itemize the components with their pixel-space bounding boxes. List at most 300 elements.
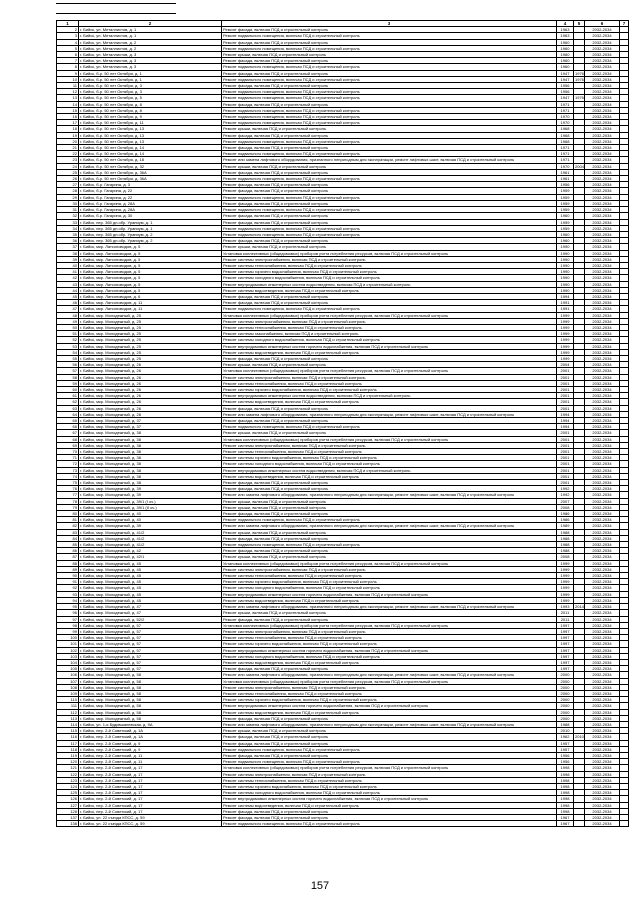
- work-type-cell: Ремонт подвального помещения, включая ПСД и строительный контроль: [222, 120, 557, 126]
- address-cell: г. Бийск, мкр. Латсоповодов, д. 11: [79, 306, 222, 312]
- row-number: 48: [57, 312, 79, 318]
- build-year-cell: 1956: [557, 182, 574, 188]
- row-number: 111: [57, 703, 79, 709]
- work-type-cell: Ремонт системы теплоснабжения, включая ПСД и строительный контроль: [222, 262, 557, 268]
- build-year-cell: 1960: [557, 213, 574, 219]
- work-type-cell: Установка коллективных (общедомовых) приборов учета потребления ресурсов, включая ПСД и строительный контроль: [222, 622, 557, 628]
- period-cell: 2032-2034: [585, 418, 620, 424]
- build-year-cell: 2000: [557, 709, 574, 715]
- row-number: 105: [57, 666, 79, 672]
- build-year-cell: 2000: [557, 703, 574, 709]
- period-cell: 2032-2034: [585, 355, 620, 361]
- work-type-cell: Ремонт подвального помещения, включая ПСД и строительный контроль: [222, 114, 557, 120]
- build-year-cell: 1997: [557, 628, 574, 634]
- work-type-cell: Ремонт или замена лифтового оборудования, признанного непригодным для эксплуатации, ремонт лифтовых шахт, включая ПСД и строительный контроль: [222, 157, 557, 163]
- build-year-cell: 1999: [557, 355, 574, 361]
- address-cell: г. Бийск, пер. 2-й Советский, д. 17: [79, 783, 222, 789]
- period-cell: 2032-2034: [585, 746, 620, 752]
- address-cell: г. Бийск, ул. Металлистов, д. 2: [79, 39, 222, 45]
- row-number: 112: [57, 709, 79, 715]
- address-cell: г. Бийск, мкр. Молодежный, д. 41/2: [79, 529, 222, 535]
- work-type-cell: Ремонт крыши, включая ПСД и строительный контроль: [222, 728, 557, 734]
- row-number: 55: [57, 355, 79, 361]
- period-cell: 2032-2034: [585, 83, 620, 89]
- period-cell: 2032-2034: [585, 163, 620, 169]
- build-year-cell: 2000: [557, 684, 574, 690]
- row-number: 87: [57, 554, 79, 560]
- build-year-cell: 1999: [557, 560, 574, 566]
- period-cell: 2032-2034: [585, 430, 620, 436]
- address-cell: г. Бийск, ул. Металлистов, д. 1: [79, 27, 222, 33]
- period-cell: 2032-2034: [585, 628, 620, 634]
- row-number: 47: [57, 306, 79, 312]
- build-year-cell: 1999: [557, 585, 574, 591]
- work-type-cell: Ремонт внутридомовых инженерных систем горячего водоснабжения, включая ПСД и строительный контроль: [222, 343, 557, 349]
- address-cell: г. Бийск, мкр. Молодежный, д. 57: [79, 659, 222, 665]
- work-type-cell: Ремонт крыши, включая ПСД и строительный контроль: [222, 163, 557, 169]
- work-type-cell: Ремонт системы теплоснабжения, включая ПСД и строительный контроль: [222, 380, 557, 386]
- work-type-cell: Ремонт системы горячего водоснабжения, включая ПСД и строительный контроль: [222, 641, 557, 647]
- work-type-cell: Ремонт фасада, включая ПСД и строительный контроль: [222, 238, 557, 244]
- address-cell: г. Бийск, мкр. Молодежный, д. 26: [79, 374, 222, 380]
- period-cell: 2032-2034: [585, 560, 620, 566]
- row-number: 74: [57, 473, 79, 479]
- row-number: 79: [57, 504, 79, 510]
- period-cell: 2032-2034: [585, 306, 620, 312]
- address-cell: г. Бийск, мкр. Молодежный, д. 47: [79, 610, 222, 616]
- period-cell: 2032-2034: [585, 535, 620, 541]
- period-cell: 2032-2034: [585, 740, 620, 746]
- period-cell: 2032-2034: [585, 269, 620, 275]
- row-number: 85: [57, 542, 79, 548]
- work-type-cell: Ремонт системы горячего водоснабжения, включая ПСД и строительный контроль: [222, 455, 557, 461]
- build-year-cell: 1999: [557, 331, 574, 337]
- build-year-cell: 1988: [557, 529, 574, 535]
- work-type-cell: Ремонт фасада, включая ПСД и строительный контроль: [222, 219, 557, 225]
- build-year-cell: 2000: [557, 678, 574, 684]
- work-type-cell: Ремонт фасада, включая ПСД и строительный контроль: [222, 815, 557, 821]
- period-cell: 2032-2034: [585, 492, 620, 498]
- period-cell: 2032-2034: [585, 368, 620, 374]
- build-year-cell: 1956: [557, 83, 574, 89]
- address-cell: г. Бийск, мкр. Молодежный, д. 25: [79, 318, 222, 324]
- row-number: 78: [57, 498, 79, 504]
- column-header: 7: [620, 21, 629, 27]
- build-year-cell: 1999: [557, 337, 574, 343]
- work-type-cell: Ремонт фасада, включая ПСД и строительный контроль: [222, 169, 557, 175]
- address-cell: г. Бийск, мкр. Молодежный, д. 39: [79, 523, 222, 529]
- work-type-cell: Ремонт подвального помещения, включая ПСД и строительный контроль: [222, 821, 557, 827]
- column-header: 4: [557, 21, 574, 27]
- address-cell: г. Бийск, б-р. 50 лет Октября, д. 13: [79, 126, 222, 132]
- address-cell: г. Бийск, мкр. Молодежный, д. 25: [79, 349, 222, 355]
- period-cell: 2032-2034: [585, 324, 620, 330]
- row-number: 3: [57, 33, 79, 39]
- work-type-cell: Ремонт или замена лифтового оборудования, признанного непригодным для эксплуатации, ремонт лифтовых шахт, включая ПСД и строительный контроль: [222, 672, 557, 678]
- work-type-cell: Ремонт системы теплоснабжения, включая ПСД и строительный контроль: [222, 777, 557, 783]
- address-cell: г. Бийск, мкр. Молодежный, д. 28: [79, 411, 222, 417]
- period-cell: 2032-2034: [585, 517, 620, 523]
- repair-year-cell: 1976: [575, 70, 584, 76]
- build-year-cell: 1998: [557, 802, 574, 808]
- work-type-cell: Ремонт системы теплоснабжения, включая ПСД и строительный контроль: [222, 324, 557, 330]
- period-cell: 2032-2034: [585, 188, 620, 194]
- work-type-cell: Ремонт фасада, включая ПСД и строительный контроль: [222, 83, 557, 89]
- period-cell: 2032-2034: [585, 76, 620, 82]
- work-type-cell: Ремонт фасада, включая ПСД и строительный контроль: [222, 213, 557, 219]
- address-cell: г. Бийск, мкр. Молодежный, д. 58: [79, 684, 222, 690]
- row-number: 121: [57, 765, 79, 771]
- row-number: 99: [57, 628, 79, 634]
- work-type-cell: Ремонт системы газоснабжения, включая ПСД и строительный контроль: [222, 331, 557, 337]
- work-type-cell: Ремонт внутридомовых инженерных систем водоотведения, включая ПСД и строительный контроль: [222, 393, 557, 399]
- build-year-cell: 1988: [557, 542, 574, 548]
- period-cell: 2032-2034: [585, 529, 620, 535]
- build-year-cell: 2001: [557, 436, 574, 442]
- address-cell: г. Бийск, мкр. Молодежный, д. 26: [79, 362, 222, 368]
- period-cell: 2032-2034: [585, 250, 620, 256]
- address-cell: г. Бийск, мкр. Молодежный, д. 57: [79, 641, 222, 647]
- period-cell: 2032-2034: [585, 380, 620, 386]
- work-type-cell: Ремонт крыши, включая ПСД и строительный контроль: [222, 430, 557, 436]
- build-year-cell: 1994: [557, 424, 574, 430]
- row-number: 98: [57, 622, 79, 628]
- build-year-cell: 1971: [557, 145, 574, 151]
- work-type-cell: Ремонт подвального помещения, включая ПСД и строительный контроль: [222, 225, 557, 231]
- address-cell: г. Бийск, мкр. Молодежный, д. 57: [79, 647, 222, 653]
- work-type-cell: Ремонт фасада, включая ПСД и строительный контроль: [222, 182, 557, 188]
- period-cell: 2032-2034: [585, 728, 620, 734]
- work-type-cell: Ремонт системы водоотведения, включая ПСД и строительный контроль: [222, 597, 557, 603]
- period-cell: 2032-2034: [585, 244, 620, 250]
- work-type-cell: Ремонт системы водоотведения, включая ПСД и строительный контроль: [222, 399, 557, 405]
- build-year-cell: 2001: [557, 442, 574, 448]
- build-year-cell: 1967: [557, 815, 574, 821]
- row-number: 102: [57, 647, 79, 653]
- period-cell: 2032-2034: [585, 89, 620, 95]
- period-cell: 2032-2034: [585, 393, 620, 399]
- build-year-cell: 2007: [557, 498, 574, 504]
- address-cell: г. Бийск, мкр. Молодежный, д. 38: [79, 442, 222, 448]
- row-number: 77: [57, 492, 79, 498]
- work-type-cell: Ремонт системы водоотведения, включая ПСД и строительный контроль: [222, 802, 557, 808]
- build-year-cell: 2011: [557, 616, 574, 622]
- row-number: 34: [57, 225, 79, 231]
- work-type-cell: Установка коллективных (общедомовых) приборов учета потребления ресурсов, включая ПСД и строительный контроль: [222, 436, 557, 442]
- build-year-cell: 2001: [557, 399, 574, 405]
- period-cell: 2032-2034: [585, 759, 620, 765]
- period-cell: 2032-2034: [585, 449, 620, 455]
- address-cell: г. Бийск, ул. Металлистов, д. 2: [79, 45, 222, 51]
- build-year-cell: 2000: [557, 672, 574, 678]
- row-number: 75: [57, 480, 79, 486]
- period-cell: 2032-2034: [585, 542, 620, 548]
- row-number: 64: [57, 411, 79, 417]
- address-cell: г. Бийск, мкр. Молодежный, д. 37: [79, 418, 222, 424]
- address-cell: г. Бийск, мкр. Молодежный, д. 58: [79, 678, 222, 684]
- row-number: 100: [57, 635, 79, 641]
- address-cell: г. Бийск, мкр. Латсоповодов, д. 5: [79, 287, 222, 293]
- address-cell: г. Бийск, мкр. Молодежный, д. 38: [79, 455, 222, 461]
- row-number: 84: [57, 535, 79, 541]
- address-cell: г. Бийск, б-р. 50 лет Октября, д. 36А: [79, 169, 222, 175]
- row-number: 124: [57, 783, 79, 789]
- address-cell: г. Бийск, б-р. 50 лет Октября, д. 3: [79, 89, 222, 95]
- work-type-cell: Ремонт системы горячего водоснабжения, включая ПСД и строительный контроль: [222, 697, 557, 703]
- period-cell: 2032-2034: [585, 95, 620, 101]
- column-header: 1: [57, 21, 79, 27]
- address-cell: г. Бийск, пер. 2-й Советский, д. 11: [79, 759, 222, 765]
- build-year-cell: 1947: [557, 76, 574, 82]
- repair-year-cell: 2004: [575, 163, 584, 169]
- row-number: 127: [57, 802, 79, 808]
- build-year-cell: 1998: [557, 777, 574, 783]
- address-cell: г. Бийск, мкр. Молодежный, д. 38: [79, 473, 222, 479]
- row-number: 28: [57, 188, 79, 194]
- build-year-cell: 1997: [557, 653, 574, 659]
- work-type-cell: Ремонт внутридомовых инженерных систем водоотведения, включая ПСД и строительный контроль: [222, 467, 557, 473]
- address-cell: г. Бийск, пер. 2-й Советский, д. 17: [79, 771, 222, 777]
- address-cell: г. Бийск, мкр. Молодежный, д. 25: [79, 343, 222, 349]
- build-year-cell: 1999: [557, 597, 574, 603]
- period-cell: 2032-2034: [585, 157, 620, 163]
- build-year-cell: 1988: [557, 721, 574, 727]
- extra-cell: [620, 821, 629, 827]
- row-number: 30: [57, 200, 79, 206]
- row-number: 108: [57, 684, 79, 690]
- address-cell: г. Бийск, пер. 2-й Советский, д. 1А: [79, 734, 222, 740]
- build-year-cell: 2001: [557, 393, 574, 399]
- address-cell: г. Бийск, мкр. Латсоповодов, д. 5: [79, 269, 222, 275]
- address-cell: г. Бийск, б-р. 50 лет Октября, д. 1: [79, 76, 222, 82]
- period-cell: 2032-2034: [585, 815, 620, 821]
- address-cell: г. Бийск, мкр. Латсоповодов, д. 11: [79, 300, 222, 306]
- build-year-cell: 1959: [557, 225, 574, 231]
- row-number: 25: [57, 169, 79, 175]
- address-cell: г. Бийск, мкр. Молодежный, д. 26: [79, 399, 222, 405]
- period-cell: 2032-2034: [585, 151, 620, 157]
- period-cell: 2032-2034: [585, 318, 620, 324]
- period-cell: 2032-2034: [585, 219, 620, 225]
- build-year-cell: 1960: [557, 64, 574, 70]
- build-year-cell: 1960: [557, 45, 574, 51]
- period-cell: 2032-2034: [585, 58, 620, 64]
- address-cell: г. Бийск, мкр. Молодежный, д. 58: [79, 690, 222, 696]
- work-type-cell: Ремонт подвального помещения, включая ПСД и строительный контроль: [222, 231, 557, 237]
- period-cell: 2032-2034: [585, 436, 620, 442]
- build-year-cell: 2001: [557, 473, 574, 479]
- repair-year-cell: [574, 821, 585, 827]
- build-year-cell: 1986: [557, 517, 574, 523]
- build-year-cell: 1971: [557, 151, 574, 157]
- address-cell: г. Бийск, ул. Металлистов, д. 3: [79, 52, 222, 58]
- row-number: 71: [57, 455, 79, 461]
- address-cell: г. Бийск, мкр. Молодежный, д. 57: [79, 628, 222, 634]
- work-type-cell: Ремонт системы электроснабжения, включая ПСД и строительный контроль: [222, 628, 557, 634]
- build-year-cell: 2001: [557, 405, 574, 411]
- table-row: [57, 821, 629, 827]
- work-type-cell: Ремонт подвального помещения, включая ПСД и строительный контроль: [222, 76, 557, 82]
- row-number: 52: [57, 337, 79, 343]
- period-cell: 2032-2034: [585, 796, 620, 802]
- address-cell: г. Бийск, мкр. Молодежный, д. 57: [79, 622, 222, 628]
- build-year-cell: 1961: [557, 169, 574, 175]
- address-cell: г. Бийск, пер. 2-й Советский, д. 9: [79, 746, 222, 752]
- address-cell: г. Бийск, мкр. Молодежный, д. 26: [79, 380, 222, 386]
- address-cell: г. Бийск, пер. 365 дн.обр. Ураниум, д. 2: [79, 238, 222, 244]
- row-number: 44: [57, 287, 79, 293]
- row-number: 45: [57, 293, 79, 299]
- work-type-cell: Ремонт или замена лифтового оборудования, признанного непригодным для эксплуатации, ремонт лифтовых шахт, включая ПСД и строительный контроль: [222, 721, 557, 727]
- repair-year-cell: 1976: [575, 95, 584, 101]
- row-number: 101: [57, 641, 79, 647]
- build-year-cell: 2001: [557, 455, 574, 461]
- work-type-cell: Ремонт системы электроснабжения, включая ПСД и строительный контроль: [222, 771, 557, 777]
- address-cell: г. Бийск, б-р. Гагарина, д. 28А: [79, 207, 222, 213]
- period-cell: 2032-2034: [585, 231, 620, 237]
- work-type-cell: Ремонт фасада, включая ПСД и строительный контроль: [222, 535, 557, 541]
- address-cell: г. Бийск, пер. 365 дн.обр. Ураниум, д. 2: [79, 231, 222, 237]
- address-cell: г. Бийск, мкр. Молодежный, д. 37: [79, 424, 222, 430]
- period-cell: 2032-2034: [585, 287, 620, 293]
- work-type-cell: Ремонт системы электроснабжения, включая ПСД и строительный контроль: [222, 684, 557, 690]
- work-type-cell: Ремонт фасада, включая ПСД и строительный контроль: [222, 511, 557, 517]
- period-cell: 2032-2034: [585, 585, 620, 591]
- address-cell: г. Бийск, мкр. Молодежный, д. 25: [79, 324, 222, 330]
- address-cell: г. Бийск, б-р. 50 лет Октября, д. 11: [79, 120, 222, 126]
- period-cell: 2032-2034: [585, 790, 620, 796]
- row-number: 115: [57, 728, 79, 734]
- period-cell: 2032-2034: [585, 548, 620, 554]
- row-number: 88: [57, 560, 79, 566]
- address-cell: г. Бийск, мкр. Молодежный, д. 45: [79, 566, 222, 572]
- row-number: 138: [57, 821, 79, 827]
- build-year-cell: 2001: [557, 386, 574, 392]
- row-number: 20: [57, 138, 79, 144]
- build-year-cell: 1960: [557, 52, 574, 58]
- row-number: 125: [57, 790, 79, 796]
- period-cell: 2032-2034: [585, 182, 620, 188]
- work-type-cell: Ремонт системы холодного водоснабжения, включая ПСД и строительный контроль: [222, 653, 557, 659]
- row-number: 119: [57, 752, 79, 758]
- work-type-cell: Ремонт системы теплоснабжения, включая ПСД и строительный контроль: [222, 573, 557, 579]
- row-number: 137: [57, 815, 79, 821]
- work-type-cell: Ремонт системы теплоснабжения, включая ПСД и строительный контроль: [222, 690, 557, 696]
- period-cell: 2032-2034: [585, 666, 620, 672]
- build-year-cell: 1968: [557, 132, 574, 138]
- period-cell: 2032-2034: [585, 39, 620, 45]
- address-cell: г. Бийск, мкр. Молодежный, д. 38: [79, 467, 222, 473]
- period-cell: 2032-2034: [585, 27, 620, 33]
- build-year-cell: 1960: [557, 39, 574, 45]
- build-year-cell: 1991: [557, 300, 574, 306]
- period-cell: 2032-2034: [585, 442, 620, 448]
- row-number: 116: [57, 734, 79, 740]
- period-cell: 2032-2034: [585, 343, 620, 349]
- row-number: 46: [57, 300, 79, 306]
- period-cell: 2032-2034: [585, 293, 620, 299]
- row-number: 40: [57, 262, 79, 268]
- period-cell: 2032-2034: [585, 752, 620, 758]
- work-type-cell: Ремонт подвального помещения, включая ПСД и строительный контроль: [222, 107, 557, 113]
- period-cell: 2032-2034: [585, 169, 620, 175]
- row-number: 14: [57, 101, 79, 107]
- work-type-cell: Ремонт фасада, включая ПСД и строительный контроль: [222, 715, 557, 721]
- row-number: 32: [57, 213, 79, 219]
- work-type-cell: Ремонт подвального помещения, включая ПСД и строительный контроль: [222, 33, 557, 39]
- work-type-cell: Ремонт фасада, включая ПСД и строительный контроль: [222, 200, 557, 206]
- work-type-cell: Ремонт фасада, включая ПСД и строительный контроль: [222, 188, 557, 194]
- period-cell: 2032-2034: [585, 690, 620, 696]
- build-year-cell: 1970: [557, 114, 574, 120]
- row-number: 54: [57, 349, 79, 355]
- repair-year-cell: 2014: [575, 604, 584, 610]
- period-cell: 2032-2034: [585, 107, 620, 113]
- address-cell: г. Бийск, б-р. Гагарина, д. 22: [79, 194, 222, 200]
- period-cell: 2032-2034: [585, 703, 620, 709]
- address-cell: г. Бийск, мкр. Молодежный, д. 57: [79, 666, 222, 672]
- row-number: 59: [57, 380, 79, 386]
- address-cell: г. Бийск, пер. 2-й Советский, д. 17: [79, 790, 222, 796]
- repair-year-cell: 1976: [575, 76, 584, 82]
- build-year-cell: 1999: [557, 312, 574, 318]
- period-cell: 2032-2034: [585, 579, 620, 585]
- repair-schedule-table: [56, 20, 629, 827]
- row-number: 107: [57, 678, 79, 684]
- build-year-cell: 1968: [557, 138, 574, 144]
- period-cell: 2032-2034: [585, 604, 620, 610]
- period-cell: 2032-2034: [585, 120, 620, 126]
- row-number: 53: [57, 343, 79, 349]
- address-cell: г. Бийск, мкр. Молодежный, д. 45: [79, 579, 222, 585]
- row-number: 8: [57, 64, 79, 70]
- row-number: 26: [57, 176, 79, 182]
- address-cell: г. Бийск, мкр. Молодежный, д. 38: [79, 449, 222, 455]
- period-cell: 2032-2034: [585, 194, 620, 200]
- address-cell: г. Бийск, ул. 1-я Будившаневская, д. 9А: [79, 721, 222, 727]
- address-cell: г. Бийск, б-р. 50 лет Октября, д. 14: [79, 145, 222, 151]
- row-number: 66: [57, 424, 79, 430]
- address-cell: г. Бийск, мкр. Молодежный, д. 25: [79, 312, 222, 318]
- build-year-cell: 1994: [557, 418, 574, 424]
- address-cell: г. Бийск, б-р. 50 лет Октября, д. 18: [79, 157, 222, 163]
- period-cell: 2032-2034: [585, 635, 620, 641]
- row-number: 92: [57, 585, 79, 591]
- row-number: 63: [57, 405, 79, 411]
- period-cell: 2032-2034: [585, 678, 620, 684]
- period-cell: 2032-2034: [585, 808, 620, 814]
- build-year-cell: 1999: [557, 349, 574, 355]
- period-cell: 2032-2034: [585, 802, 620, 808]
- period-cell: 2032-2034: [585, 616, 620, 622]
- period-cell: 2032-2034: [585, 461, 620, 467]
- top-rule: [56, 3, 176, 4]
- address-cell: г. Бийск, ул. Металлистов, д. 3: [79, 64, 222, 70]
- row-number: 72: [57, 461, 79, 467]
- row-number: 24: [57, 163, 79, 169]
- period-cell: 2032-2034: [585, 64, 620, 70]
- period-cell: 2032-2034: [585, 498, 620, 504]
- row-number: 93: [57, 591, 79, 597]
- row-number: 39: [57, 256, 79, 262]
- work-type-cell: Ремонт фасада, включая ПСД и строительный контроль: [222, 355, 557, 361]
- build-year-cell: 1997: [557, 641, 574, 647]
- period-cell: 2032-2034: [585, 238, 620, 244]
- address-cell: г. Бийск, б-р. Гагарина, д. 22: [79, 188, 222, 194]
- work-type-cell: Ремонт фасада, включая ПСД и строительный контроль: [222, 58, 557, 64]
- row-number: 110: [57, 697, 79, 703]
- build-year-cell: 1998: [557, 771, 574, 777]
